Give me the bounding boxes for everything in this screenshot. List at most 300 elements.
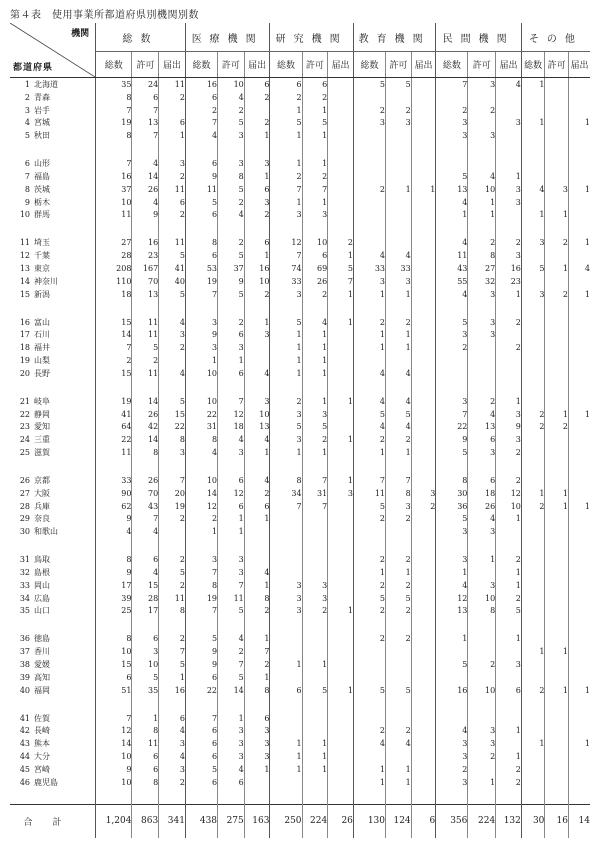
table-row [10,446,590,459]
value-cell: 3 [270,605,302,618]
value-cell [545,750,569,763]
value-cell [521,474,545,487]
value-cell: 17 [96,579,132,592]
prefecture-name: 大阪 [34,488,50,498]
value-cell: 4 [244,367,270,380]
value-cell: 1 [386,776,412,789]
value-cell: 12 [96,725,132,738]
value-cell [244,354,270,367]
value-cell: 2 [302,91,328,104]
value-cell: 7 [96,104,132,117]
prefecture-name: 栃木 [34,197,50,207]
value-cell [159,104,186,117]
value-cell [328,776,354,789]
value-cell: 15 [159,408,186,421]
sub-header-permit: 許可 [132,52,159,78]
value-cell [353,209,385,222]
table-row [10,395,590,408]
prefecture-name: 千葉 [34,251,50,261]
value-cell: 5 [185,196,217,209]
value-cell: 3 [496,658,522,671]
value-cell: 2 [96,354,132,367]
value-cell [244,776,270,789]
value-cell [468,367,496,380]
value-cell: 8 [468,605,496,618]
value-cell: 3 [436,117,468,130]
value-cell: 2 [468,236,496,249]
prefecture-number: 8 [24,184,30,194]
value-cell: 1 [270,737,302,750]
value-cell [545,474,569,487]
value-cell [568,763,590,776]
table-row [10,196,590,209]
value-cell: 1 [270,157,302,170]
value-cell: 10 [96,750,132,763]
value-cell [545,341,569,354]
value-cell: 2 [436,341,468,354]
sub-header-total: 総数 [270,52,302,78]
prefecture-name: 静岡 [34,409,50,419]
value-cell [411,170,436,183]
value-cell: 9 [185,329,217,342]
value-cell: 14 [132,170,159,183]
value-cell [521,776,545,789]
prefecture-cell [10,421,96,434]
value-cell [386,91,412,104]
value-cell [436,671,468,684]
prefecture-number: 7 [24,172,30,181]
value-cell [411,446,436,459]
value-cell: 7 [132,104,159,117]
prefecture-cell [10,553,96,566]
value-cell: 1 [521,117,545,130]
value-cell [411,605,436,618]
group-header-education: 教育機関 [353,23,435,52]
value-cell [386,671,412,684]
total-name: 合計 [23,817,82,828]
value-cell [302,553,328,566]
value-cell: 3 [436,129,468,142]
value-cell [545,433,569,446]
value-cell [568,129,590,142]
value-cell: 1 [270,341,302,354]
value-cell [545,395,569,408]
value-cell [411,316,436,329]
value-cell: 1 [302,354,328,367]
value-cell: 3 [468,579,496,592]
table-row [10,712,590,725]
value-cell: 1 [244,671,270,684]
header-kikan-label: 機関 [71,29,90,39]
prefecture-cell [10,249,96,262]
value-cell: 3 [244,395,270,408]
prefecture-cell [10,91,96,104]
value-cell: 10 [185,395,217,408]
prefecture-name: 広島 [34,593,50,603]
value-cell: 6 [218,776,245,789]
value-cell: 1 [496,513,522,526]
value-cell: 26 [328,804,354,838]
value-cell [411,671,436,684]
value-cell: 3 [328,487,354,500]
value-cell [328,645,354,658]
value-cell: 7 [96,341,132,354]
value-cell [244,525,270,538]
value-cell [568,592,590,605]
value-cell: 1 [386,183,412,196]
value-cell: 1 [270,658,302,671]
value-cell [521,763,545,776]
value-cell: 1 [353,288,385,301]
value-cell: 13 [132,117,159,130]
value-cell: 110 [96,275,132,288]
value-cell [496,354,522,367]
value-cell: 10 [185,367,217,380]
prefecture-name: 北海道 [34,79,58,89]
table-row [10,288,590,301]
value-cell: 6 [244,78,270,91]
value-cell: 7 [436,408,468,421]
value-cell: 2 [521,684,545,697]
value-cell: 4 [436,288,468,301]
value-cell: 14 [96,329,132,342]
value-cell: 9 [96,763,132,776]
value-cell: 23 [132,249,159,262]
table-row [10,684,590,697]
table-row [10,249,590,262]
value-cell: 3 [218,446,245,459]
value-cell: 1 [353,566,385,579]
prefecture-name: 奈良 [34,514,50,524]
value-cell: 1 [496,725,522,738]
value-cell: 3 [244,750,270,763]
value-cell [411,433,436,446]
value-cell: 1 [244,513,270,526]
value-cell [328,354,354,367]
value-cell: 3 [386,500,412,513]
value-cell: 208 [96,262,132,275]
value-cell [411,341,436,354]
value-cell: 4 [185,129,217,142]
table-row [10,763,590,776]
prefecture-cell [10,395,96,408]
value-cell: 3 [468,316,496,329]
table-row [10,750,590,763]
value-cell: 36 [436,500,468,513]
prefecture-name: 三重 [34,435,50,445]
value-cell: 4 [244,433,270,446]
prefecture-cell [10,737,96,750]
value-cell: 863 [132,804,159,838]
value-cell [521,341,545,354]
value-cell: 1 [353,776,385,789]
prefecture-number: 41 [19,713,30,723]
value-cell: 2 [353,725,385,738]
value-cell: 3 [159,763,186,776]
value-cell: 3 [468,446,496,459]
value-cell: 90 [96,487,132,500]
prefecture-name: 福井 [34,343,50,353]
value-cell: 1 [302,196,328,209]
prefecture-number: 25 [19,448,30,458]
value-cell [302,633,328,646]
value-cell: 1 [496,170,522,183]
value-cell: 3 [218,750,245,763]
value-cell: 6 [302,249,328,262]
value-cell: 1 [302,658,328,671]
value-cell: 3 [218,737,245,750]
table-row [10,183,590,196]
value-cell [468,633,496,646]
value-cell [545,776,569,789]
value-cell [386,170,412,183]
value-cell: 12 [270,236,302,249]
value-cell [545,354,569,367]
value-cell: 15 [132,579,159,592]
prefecture-cell [10,262,96,275]
value-cell: 1 [185,354,217,367]
value-cell: 1 [132,712,159,725]
value-cell [521,725,545,738]
value-cell: 7 [159,474,186,487]
value-cell [328,763,354,776]
group-spacer-row [10,789,590,805]
value-cell [411,275,436,288]
prefecture-number: 11 [19,238,30,248]
value-cell [328,725,354,738]
value-cell: 1 [411,183,436,196]
value-cell: 3 [353,117,385,130]
value-cell: 2 [244,288,270,301]
value-cell: 13 [468,421,496,434]
value-cell: 10 [468,684,496,697]
value-cell: 5 [159,288,186,301]
value-cell [545,671,569,684]
value-cell: 10 [96,776,132,789]
value-cell [521,525,545,538]
value-cell [411,78,436,91]
value-cell: 3 [302,408,328,421]
value-cell: 1 [302,763,328,776]
value-cell: 3 [270,592,302,605]
prefecture-name: 宮崎 [34,764,50,774]
value-cell [436,157,468,170]
value-cell: 2 [270,170,302,183]
value-cell [270,776,302,789]
prefecture-number: 22 [19,409,30,419]
prefecture-number: 24 [19,435,30,445]
table-row [10,553,590,566]
sub-header-total: 総数 [353,52,385,78]
value-cell: 5 [436,170,468,183]
value-cell: 5 [218,183,245,196]
sub-header-permit: 許可 [218,52,245,78]
group-spacer-row [10,459,590,474]
value-cell: 6 [132,633,159,646]
value-cell: 8 [185,236,217,249]
value-cell [496,712,522,725]
value-cell [353,196,385,209]
value-cell: 12 [496,487,522,500]
value-cell: 6 [159,196,186,209]
prefecture-number: 28 [19,501,30,511]
value-cell: 22 [96,433,132,446]
value-cell: 7 [270,249,302,262]
value-cell: 27 [468,262,496,275]
value-cell: 1 [353,446,385,459]
value-cell: 6 [411,804,436,838]
value-cell [411,513,436,526]
prefecture-number: 4 [24,118,30,128]
value-cell: 1 [244,633,270,646]
value-cell: 11 [159,592,186,605]
value-cell [411,684,436,697]
value-cell: 7 [302,183,328,196]
value-cell: 2 [244,605,270,618]
value-cell: 2 [159,553,186,566]
value-cell: 4 [436,725,468,738]
value-cell: 3 [496,433,522,446]
value-cell [568,367,590,380]
value-cell: 18 [218,421,245,434]
value-cell: 4 [468,408,496,421]
value-cell [328,78,354,91]
prefecture-cell [10,341,96,354]
value-cell: 7 [185,288,217,301]
value-cell [411,592,436,605]
value-cell: 43 [436,262,468,275]
value-cell: 7 [132,129,159,142]
value-cell: 2 [185,513,217,526]
value-cell [436,354,468,367]
value-cell: 2 [436,104,468,117]
value-cell [411,288,436,301]
value-cell: 1 [244,170,270,183]
value-cell [568,341,590,354]
value-cell: 1 [270,763,302,776]
prefecture-cell [10,474,96,487]
value-cell: 11 [96,446,132,459]
value-cell: 5 [436,513,468,526]
value-cell: 1 [302,329,328,342]
value-cell: 3 [436,395,468,408]
value-cell: 8 [96,553,132,566]
value-cell: 2 [496,592,522,605]
value-cell: 2 [353,605,385,618]
prefecture-name: 福岡 [34,685,50,695]
value-cell [521,658,545,671]
value-cell: 26 [468,500,496,513]
prefecture-number: 42 [19,726,30,736]
value-cell [411,750,436,763]
value-cell: 1 [496,750,522,763]
prefecture-number: 46 [19,777,30,787]
value-cell: 15 [96,367,132,380]
value-cell: 6 [244,712,270,725]
value-cell [270,525,302,538]
value-cell: 1 [353,341,385,354]
value-cell: 1 [244,316,270,329]
value-cell: 16 [185,78,217,91]
value-cell: 7 [302,500,328,513]
value-cell: 1 [302,157,328,170]
value-cell: 2 [244,117,270,130]
value-cell: 1 [386,288,412,301]
prefecture-cell [10,170,96,183]
value-cell [545,249,569,262]
value-cell: 8 [185,433,217,446]
table-body [10,78,590,839]
prefecture-name: 滋賀 [34,448,50,458]
value-cell: 5 [185,633,217,646]
value-cell: 16 [244,262,270,275]
value-cell: 3 [270,209,302,222]
value-cell: 6 [218,329,245,342]
value-cell: 3 [468,78,496,91]
value-cell: 1 [568,684,590,697]
value-cell: 1 [386,446,412,459]
value-cell: 3 [185,341,217,354]
value-cell: 9 [185,170,217,183]
table-row [10,474,590,487]
prefecture-number: 40 [19,685,30,695]
value-cell [328,446,354,459]
value-cell [545,170,569,183]
value-cell [568,750,590,763]
value-cell: 2 [386,725,412,738]
value-cell [521,157,545,170]
value-cell [411,236,436,249]
value-cell: 3 [218,725,245,738]
value-cell [353,525,385,538]
prefecture-cell [10,763,96,776]
prefecture-name: 神奈川 [34,276,58,286]
value-cell: 22 [159,421,186,434]
value-cell: 33 [96,474,132,487]
value-cell: 19 [185,592,217,605]
total-row [10,804,590,838]
value-cell: 2 [159,170,186,183]
value-cell: 8 [96,633,132,646]
value-cell [496,91,522,104]
prefecture-cell [10,645,96,658]
value-cell: 35 [132,684,159,697]
value-cell: 2 [545,288,569,301]
value-cell [353,170,385,183]
value-cell [411,658,436,671]
value-cell [411,249,436,262]
value-cell [496,737,522,750]
value-cell: 6 [270,684,302,697]
value-cell: 3 [302,592,328,605]
value-cell [545,712,569,725]
value-cell: 9 [218,275,245,288]
value-cell: 1 [545,408,569,421]
value-cell: 1 [218,525,245,538]
value-cell: 3 [468,525,496,538]
value-cell: 5 [436,316,468,329]
value-cell: 3 [436,737,468,750]
value-cell: 1 [496,566,522,579]
value-cell: 2 [386,104,412,117]
value-cell [270,566,302,579]
prefecture-cell [10,236,96,249]
prefecture-name: 岡山 [34,580,50,590]
prefecture-name: 徳島 [34,634,50,644]
value-cell: 7 [302,474,328,487]
value-cell: 11 [132,367,159,380]
value-cell: 7 [270,500,302,513]
